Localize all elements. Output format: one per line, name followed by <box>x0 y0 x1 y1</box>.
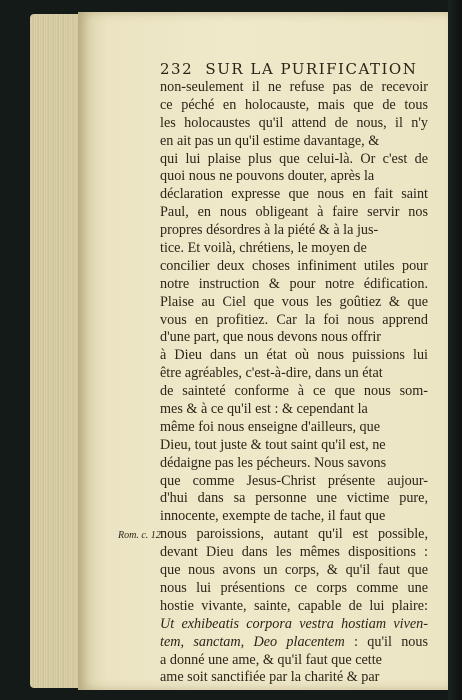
text-line: ame soit sanctifiée par la charité & par <box>160 669 380 686</box>
text-line: être agréables, c'est-à-dire, dans un état <box>160 365 383 382</box>
page-number: 232 <box>160 60 194 78</box>
text-line: propres désordres à la piété & à la jus- <box>160 222 379 239</box>
text-line: Paul, en nous obligeant à faire servir nos <box>160 204 428 221</box>
text-line: d'hui dans sa personne une victime pure, <box>160 490 428 507</box>
text-line: dédaigne pas les pécheurs. Nous savons <box>160 454 387 471</box>
text-line: en ait pas un qu'il estime davantage, & <box>160 132 380 149</box>
text-line: nous lui présentions ce corps comme une <box>160 579 428 596</box>
text-line: Ut exhibeatis corpora vestra hostiam viven- <box>160 615 428 632</box>
text-line: devant Dieu dans les mêmes dispositions : <box>160 544 428 561</box>
text-line: même foi nous enseigne d'ailleurs, que <box>160 418 381 435</box>
text-line: qui lui plaise plus que celui-là. Or c'est de <box>160 150 428 167</box>
text-line: ce péché en holocauste, mais que de tous <box>160 96 428 113</box>
text-line-roman-part: : qu'il nous <box>344 633 428 650</box>
text-line: tice. Et voilà, chrétiens, le moyen de <box>160 240 367 257</box>
margin-reference: Rom. c. 12. <box>118 530 164 541</box>
text-line: mes & à ce qu'il est : & cependant la <box>160 401 368 418</box>
text-line: concilier deux choses infiniment utiles pour <box>160 257 428 274</box>
text-line: d'une part, que nous devons nous offrir <box>160 329 381 346</box>
text-line: non-seulement il ne refuse pas de recevoir <box>160 79 428 95</box>
text-line: que comme Jesus-Christ présente aujour- <box>160 472 428 489</box>
text-line: à Dieu dans un état où nous puissions lui <box>160 347 428 364</box>
text-line: innocente, exempte de tache, il faut que <box>160 508 386 525</box>
text-line: a donné une ame, & qu'il faut que cette <box>160 651 382 668</box>
text-line: que nous avons un corps, & qu'il faut que <box>160 562 428 579</box>
right-shadow <box>448 0 462 700</box>
text-line-italic-part: tem, sanctam, Deo placentem <box>160 633 345 650</box>
body-text <box>160 79 428 687</box>
running-header <box>160 60 418 78</box>
text-line: quoi nous ne pouvons douter, après la <box>160 168 375 185</box>
text-line: de sainteté conforme à ce que nous som- <box>160 383 428 400</box>
running-title: SUR LA PURIFICATION <box>205 60 418 78</box>
text-line: Dieu, tout juste & tout saint qu'il est, ne <box>160 436 386 453</box>
text-line: les holocaustes qu'il attend de nous, il n'y <box>160 114 428 131</box>
text-line: nous paroissions, autant qu'il est possible, <box>160 526 428 543</box>
text-line: notre instruction & pour notre édification. <box>160 275 428 292</box>
text-line: vous en profitiez. Car la foi nous apprend <box>160 311 428 328</box>
text-line: déclaration expresse que nous en fait saint <box>160 186 428 203</box>
text-line <box>160 634 428 652</box>
text-line: Plaise au Ciel que vous les goûtiez & que <box>160 293 428 310</box>
page-block-edge <box>30 14 82 688</box>
text-line: hostie vivante, sainte, capable de lui plaire: <box>160 597 428 614</box>
